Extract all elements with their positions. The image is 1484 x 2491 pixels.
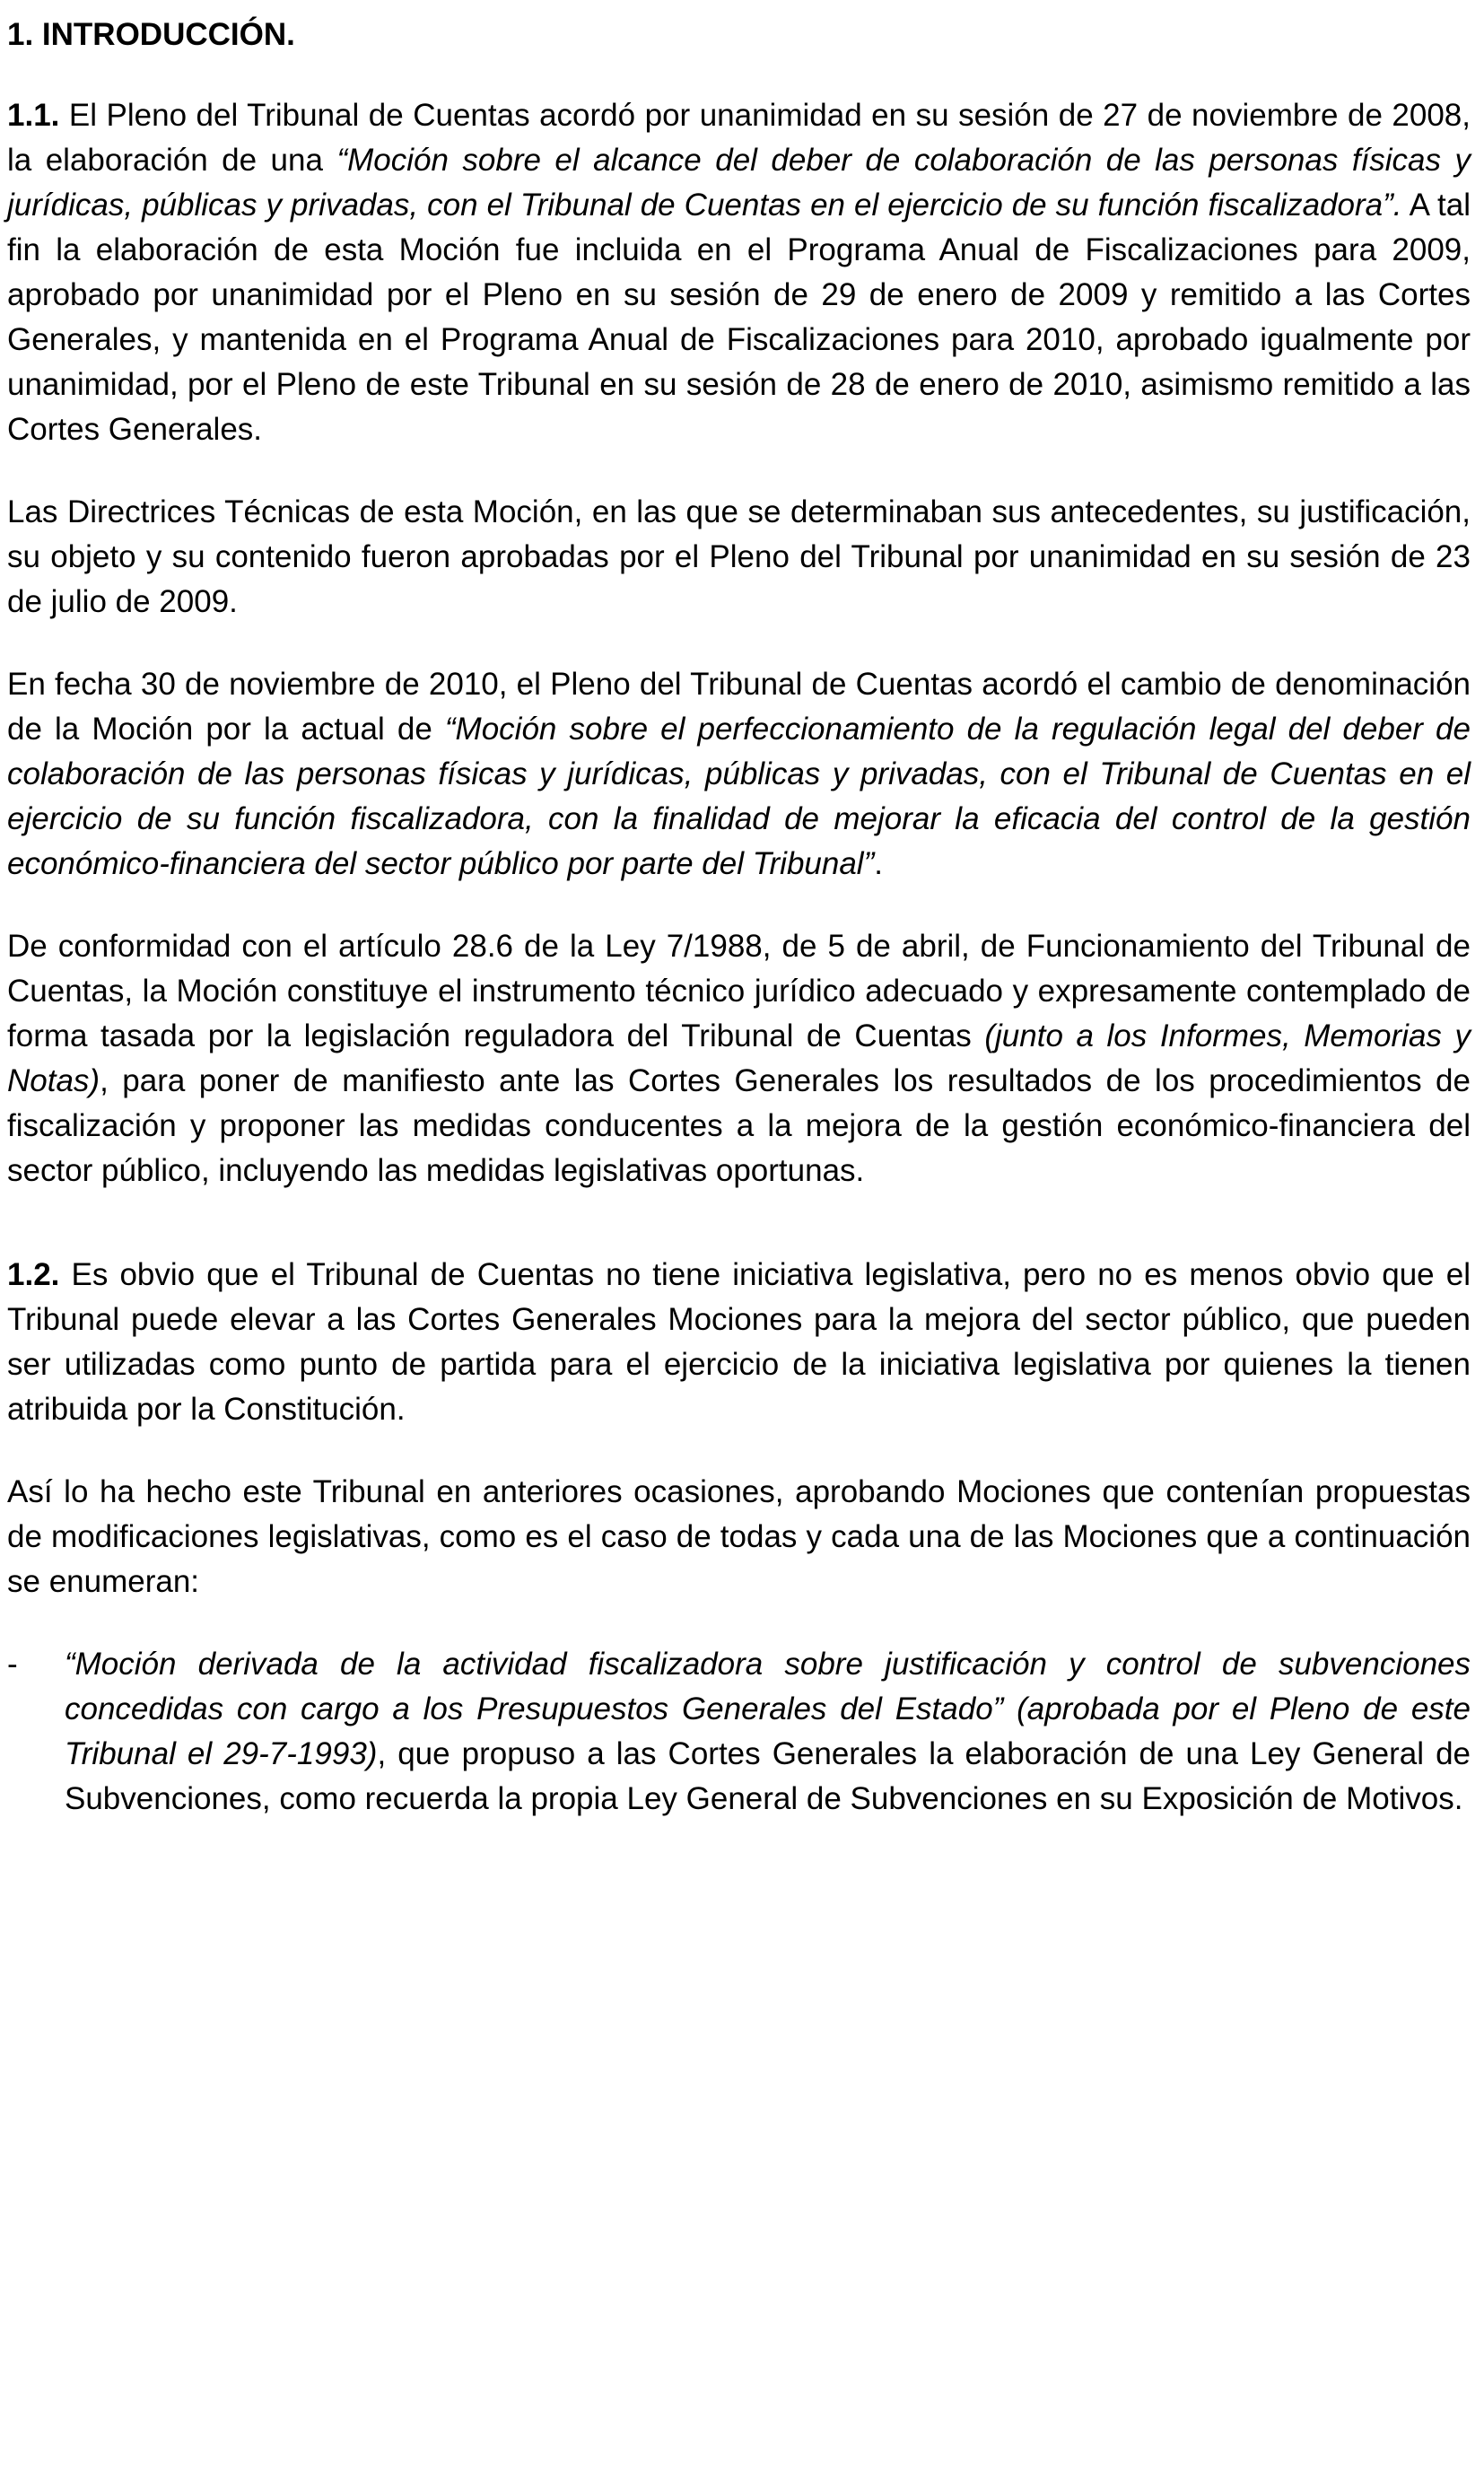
list-item [7,1642,1471,1822]
parenthetical-note: (junto a los Informes, Memorias y Notas) [7,1018,1471,1098]
paragraph-text: Es obvio que el Tribunal de Cuentas no tiene iniciativa legislativa, pero no es menos obvio que el Tribunal puede elevar a las Cortes Generales Mociones para la mejora del sector público, que pueden ser utilizadas como punto de partida para el ejercicio de la iniciativa legislativa por quienes la tienen atribuida por la Constitución. [7,1257,1471,1427]
motion-title-current: “Moción sobre el perfeccionamiento de la regulación legal del deber de colaboración de las personas físicas y jurídicas, públicas y privadas, con el Tribunal de Cuentas en el ejercicio de su función fiscalizadora, con la finalidad de mejorar la eficacia del control de la gestión económico-financiera del sector público por parte del Tribunal” [7,712,1471,881]
paragraph-1-2-b [7,1470,1471,1604]
paragraph-1-1-b [7,490,1471,625]
paragraph-1-1-d [7,924,1471,1193]
list-item-text [65,1642,1471,1822]
document-page [7,13,1471,1822]
paragraph-text: En fecha 30 de noviembre de 2010, el Pleno del Tribunal de Cuentas acordó el cambio de denominación de la Moción por la actual de [7,667,1471,747]
paragraph-text: , para poner de manifiesto ante las Cortes Generales los resultados de los procedimientos de fiscalización y proponer las medidas conducentes a la mejora de la gestión económico-financiera del sector público, incluyendo las medidas legislativas oportunas. [7,1063,1471,1188]
paragraph-text: De conformidad con el artículo 28.6 de la Ley 7/1988, de 5 de abril, de Funcionamiento del Tribunal de Cuentas, la Moción constituye el instrumento técnico jurídico adecuado y expresamente contemplado de forma tasada por la legislación reguladora del Tribunal de Cuentas [7,929,1471,1053]
paragraph-text: , que propuso a las Cortes Generales la elaboración de una Ley General de Subvenciones, como recuerda la propia Ley General de Subvenciones en su Exposición de Motivos. [65,1736,1471,1816]
paragraph-text: El Pleno del Tribunal de Cuentas acordó por unanimidad en su sesión de 27 de noviembre de 2008, la elaboración de una [7,98,1471,178]
paragraph-1-1-c [7,662,1471,887]
section-number-1-1: 1.1. [7,98,60,133]
paragraph-1-1-a [7,93,1471,452]
list-bullet: - [7,1647,18,1682]
motion-title-original: “Moción sobre el alcance del deber de colaboración de las personas físicas y jurídicas, públicas y privadas, con el Tribunal de Cuentas en el ejercicio de su función fiscalizadora”. [7,143,1471,223]
paragraph-text: . [874,846,883,881]
paragraph-1-2-a [7,1253,1471,1432]
paragraph-text: Las Directrices Técnicas de esta Moción, en las que se determinaban sus antecedentes, su justificación, su objeto y su contenido fueron aprobadas por el Pleno del Tribunal por unanimidad en su sesión de 23 de julio de 2009. [7,494,1471,619]
paragraph-text: A tal fin la elaboración de esta Moción fue incluida en el Programa Anual de Fiscalizaciones para 2009, aprobado por unanimidad por el Pleno en su sesión de 29 de enero de 2009 y remitido a las Cortes Generales, y mantenida en el Programa Anual de Fiscalizaciones para 2010, aprobado igualmente por unanimidad, por el Pleno de este Tribunal en su sesión de 28 de enero de 2010, asimismo remitido a las Cortes Generales. [7,188,1471,447]
section-heading: 1. INTRODUCCIÓN. [7,17,295,52]
motion-title-subvenciones: “Moción derivada de la actividad fiscalizadora sobre justificación y control de subvenciones concedidas con cargo a los Presupuestos Generales del Estado” (aprobada por el Pleno de este Tribunal el 29-7-1993) [65,1647,1471,1771]
section-number-1-2: 1.2. [7,1257,60,1292]
paragraph-text: Así lo ha hecho este Tribunal en anteriores ocasiones, aprobando Mociones que contenían propuestas de modificaciones legislativas, como es el caso de todas y cada una de las Mociones que a continuación se enumeran: [7,1474,1471,1599]
